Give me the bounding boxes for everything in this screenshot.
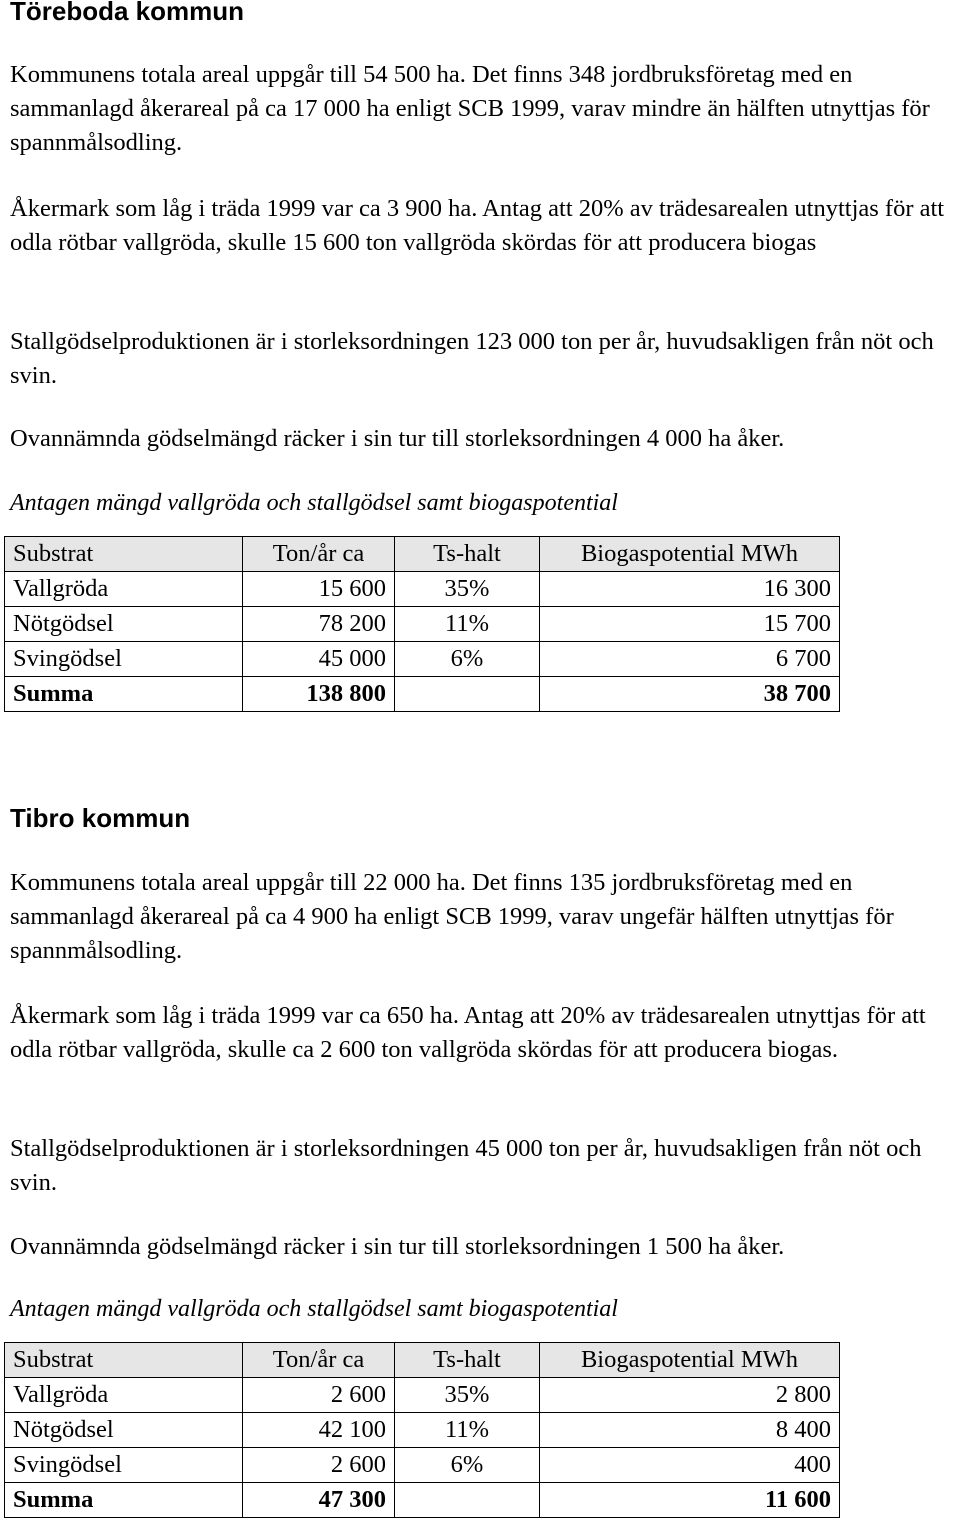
cell-biogaspotential: 16 300 (540, 572, 840, 607)
paragraph-manure-tibro: Stallgödselproduktionen är i storleksordningen 45 000 ton per år, huvudsakligen från nöt och svin. (10, 1135, 922, 1196)
header-ts-halt: Ts-halt (395, 1343, 540, 1378)
cell-biogaspotential: 6 700 (540, 642, 840, 677)
cell-summa-ts (395, 677, 540, 712)
cell-substrat: Nötgödsel (5, 1413, 243, 1448)
header-substrat: Substrat (5, 537, 243, 572)
cell-ts-halt: 11% (395, 607, 540, 642)
table-caption-tibro: Antagen mängd vallgröda och stallgödsel samt biogaspotential (10, 1296, 618, 1322)
cell-summa-ts (395, 1483, 540, 1518)
cell-summa-label: Summa (5, 1483, 243, 1518)
cell-summa-biogas: 38 700 (540, 677, 840, 712)
paragraph-area-tibro: Kommunens totala areal uppgår till 22 000 ha. Det finns 135 jordbruksföretag med en sammanlagd åkerareal på ca 4 900 ha enligt SCB 1999, varav ungefär hälften utnyttjas för spannmålsodling. (10, 869, 894, 964)
cell-biogaspotential: 8 400 (540, 1413, 840, 1448)
table-row (5, 1413, 840, 1448)
cell-ts-halt: 11% (395, 1413, 540, 1448)
cell-ts-halt: 6% (395, 1448, 540, 1483)
header-biogaspotential: Biogaspotential MWh (540, 1343, 840, 1378)
paragraph-manure-area-toreboda: Ovannämnda gödselmängd räcker i sin tur till storleksordningen 4 000 ha åker. (10, 425, 785, 452)
cell-substrat: Nötgödsel (5, 607, 243, 642)
table-header-row (5, 1343, 840, 1378)
cell-biogaspotential: 2 800 (540, 1378, 840, 1413)
paragraph-fallow-toreboda: Åkermark som låg i träda 1999 var ca 3 900 ha. Antag att 20% av trädesarealen utnyttjas för att odla rötbar vallgröda, skulle 15 600 ton vallgröda skördas för att producera biogas (10, 195, 945, 256)
table-row (5, 642, 840, 677)
header-ton-ar: Ton/år ca (243, 1343, 395, 1378)
paragraph-fallow-tibro: Åkermark som låg i träda 1999 var ca 650 ha. Antag att 20% av trädesarealen utnyttjas för att odla rötbar vallgröda, skulle ca 2 600 ton vallgröda skördas för att producera biogas. (10, 1002, 926, 1063)
biogas-table-tibro (4, 1342, 840, 1518)
cell-ton-ar: 2 600 (243, 1448, 395, 1483)
table-total-row (5, 1483, 840, 1518)
cell-summa-ton: 47 300 (243, 1483, 395, 1518)
paragraph-manure-area-tibro: Ovannämnda gödselmängd räcker i sin tur till storleksordningen 1 500 ha åker. (10, 1233, 785, 1260)
cell-substrat: Vallgröda (5, 572, 243, 607)
cell-summa-biogas: 11 600 (540, 1483, 840, 1518)
cell-ton-ar: 2 600 (243, 1378, 395, 1413)
cell-biogaspotential: 15 700 (540, 607, 840, 642)
table-header-row (5, 537, 840, 572)
cell-ton-ar: 42 100 (243, 1413, 395, 1448)
section-title-tibro: Tibro kommun (10, 803, 191, 833)
table-row (5, 607, 840, 642)
table-row (5, 1448, 840, 1483)
table-total-row (5, 677, 840, 712)
cell-ts-halt: 35% (395, 572, 540, 607)
table-caption-toreboda: Antagen mängd vallgröda och stallgödsel samt biogaspotential (10, 490, 618, 516)
cell-substrat: Svingödsel (5, 642, 243, 677)
header-ts-halt: Ts-halt (395, 537, 540, 572)
cell-substrat: Svingödsel (5, 1448, 243, 1483)
biogas-table-toreboda (4, 536, 840, 712)
header-biogaspotential: Biogaspotential MWh (540, 537, 840, 572)
table-row (5, 572, 840, 607)
cell-ts-halt: 35% (395, 1378, 540, 1413)
cell-ton-ar: 45 000 (243, 642, 395, 677)
cell-summa-label: Summa (5, 677, 243, 712)
cell-ton-ar: 15 600 (243, 572, 395, 607)
paragraph-manure-toreboda: Stallgödselproduktionen är i storleksordningen 123 000 ton per år, huvudsakligen från nöt och svin. (10, 328, 934, 389)
cell-ts-halt: 6% (395, 642, 540, 677)
section-title-toreboda: Töreboda kommun (10, 0, 245, 26)
paragraph-area-toreboda: Kommunens totala areal uppgår till 54 500 ha. Det finns 348 jordbruksföretag med en sammanlagd åkerareal på ca 17 000 ha enligt SCB 1999, varav mindre än hälften utnyttjas för spannmålsodling. (10, 61, 930, 156)
cell-substrat: Vallgröda (5, 1378, 243, 1413)
cell-summa-ton: 138 800 (243, 677, 395, 712)
header-ton-ar: Ton/år ca (243, 537, 395, 572)
table-row (5, 1378, 840, 1413)
cell-ton-ar: 78 200 (243, 607, 395, 642)
header-substrat: Substrat (5, 1343, 243, 1378)
cell-biogaspotential: 400 (540, 1448, 840, 1483)
